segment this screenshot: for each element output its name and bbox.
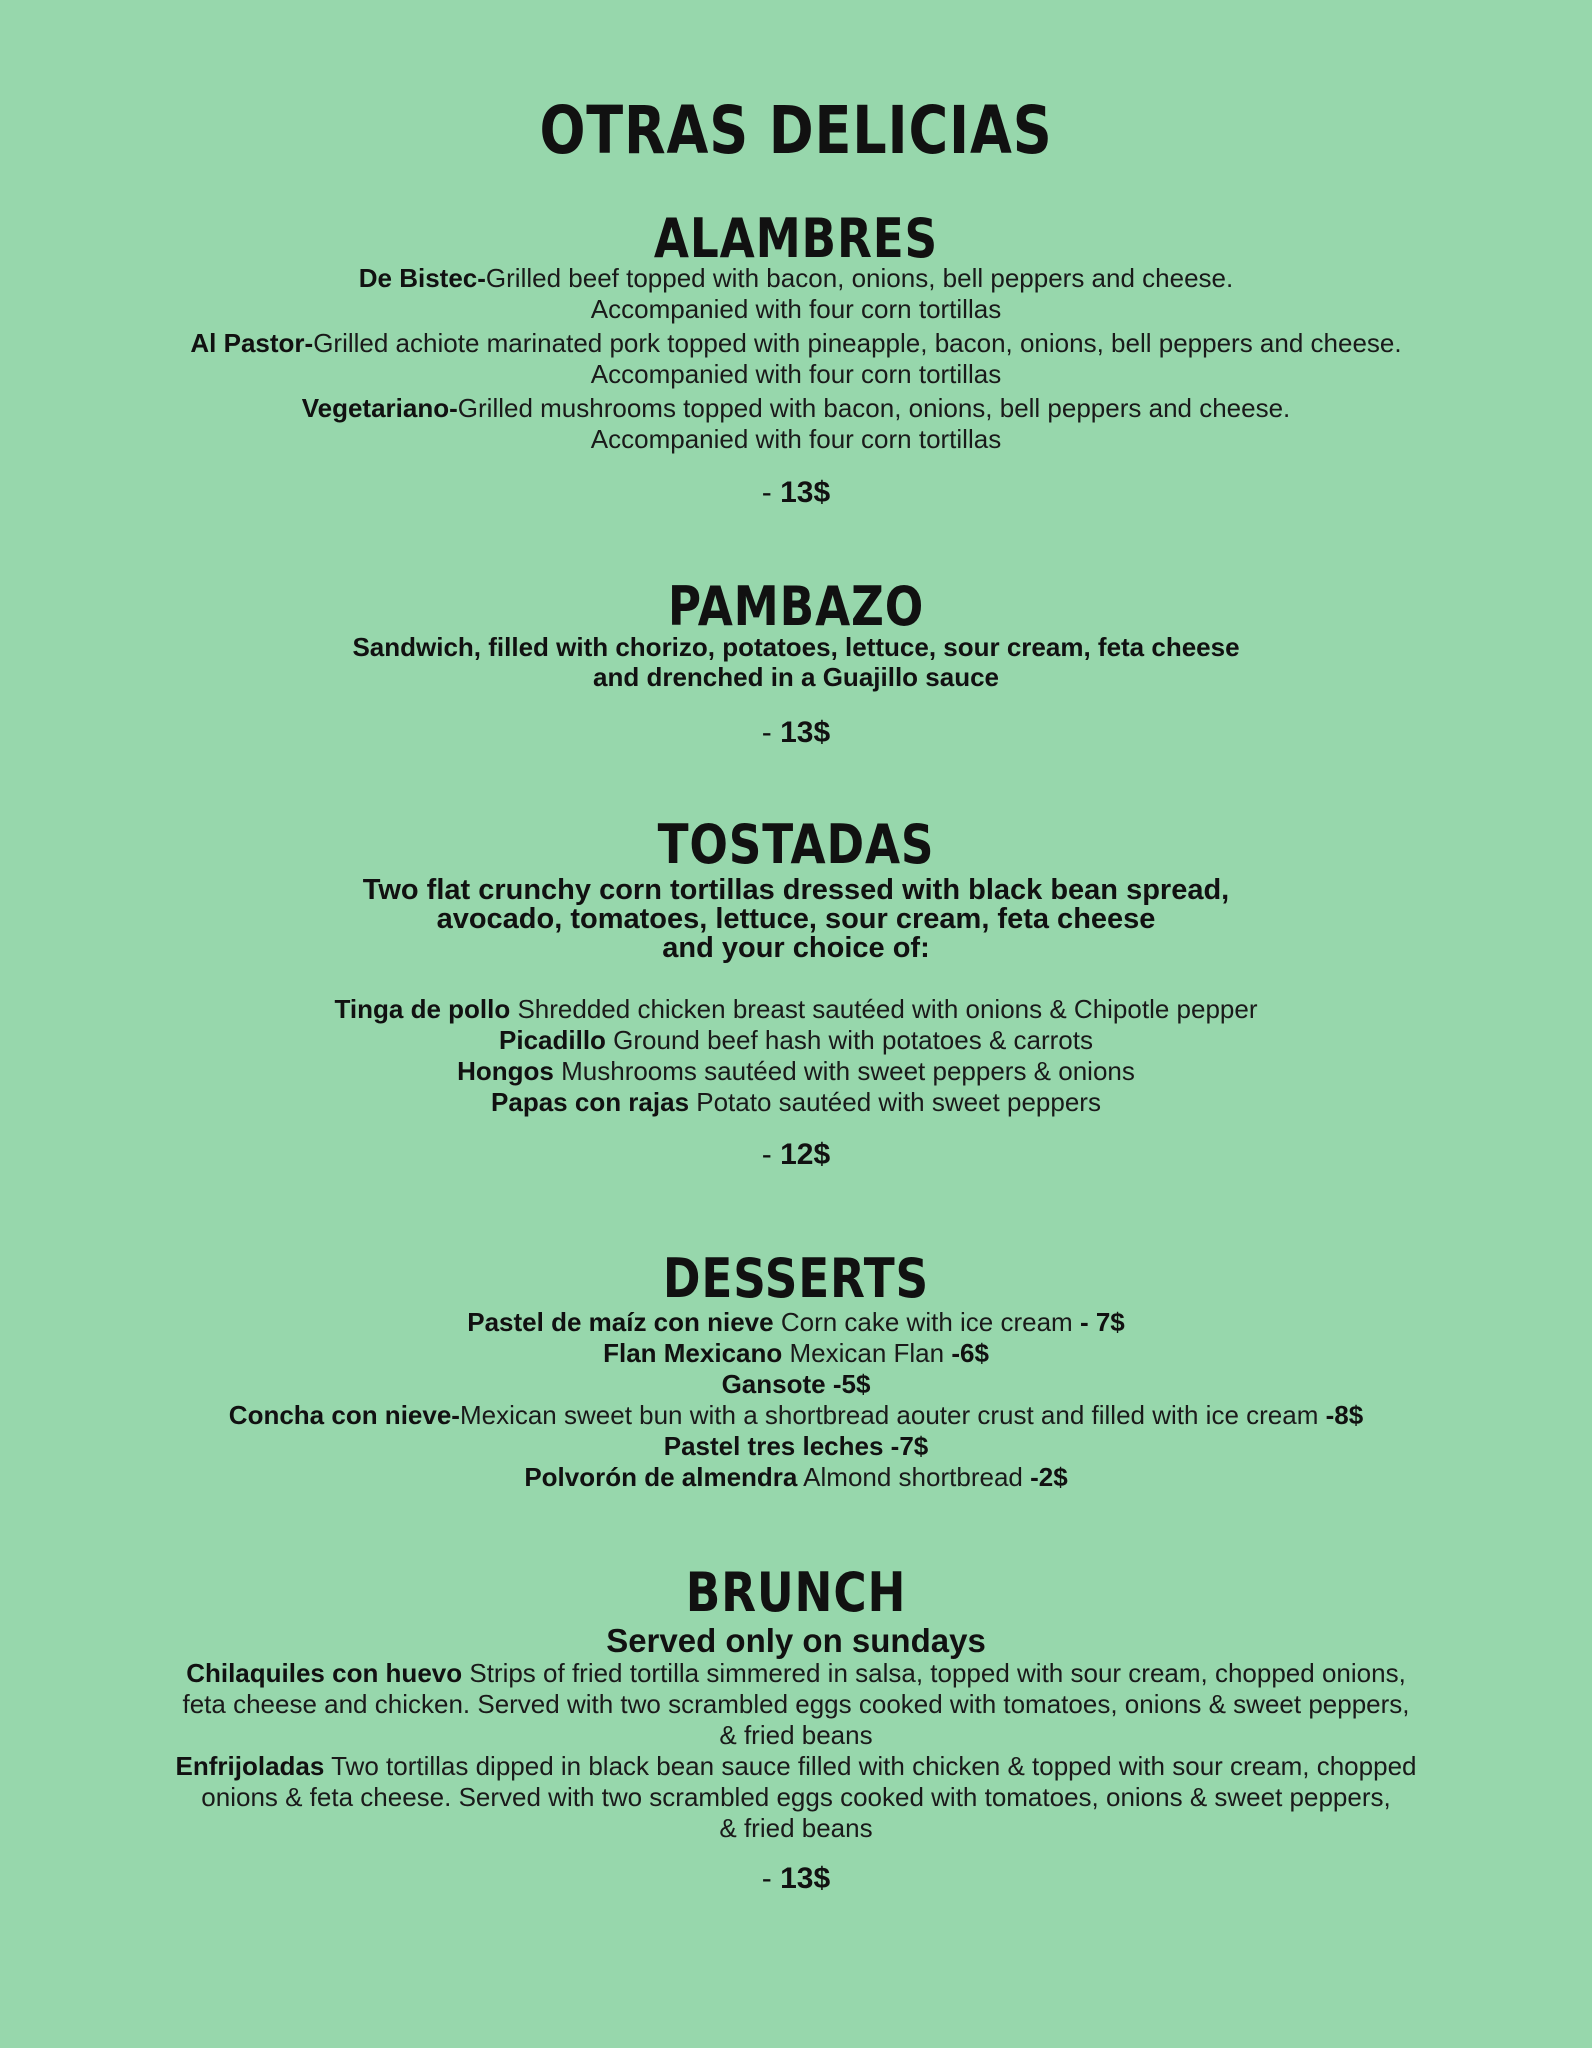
list-item: Chilaquiles con huevo Strips of fried tortilla simmered in salsa, topped with sour cream, chopped onions, bbox=[186, 1658, 1406, 1688]
list-item: Papas con rajas Potato sautéed with sweet peppers bbox=[491, 1087, 1101, 1117]
list-item: Enfrijoladas Two tortillas dipped in black bean sauce filled with chicken & topped with sour cream, chopped bbox=[175, 1751, 1417, 1781]
list-item: Pastel tres leches -7$ bbox=[663, 1431, 929, 1461]
brunch-heading: BRUNCH bbox=[685, 1561, 907, 1624]
item-name: Al Pastor- bbox=[190, 328, 314, 358]
page-title: OTRAS DELICIAS bbox=[539, 92, 1053, 169]
list-item: Concha con nieve-Mexican sweet bun with a shortbread aouter crust and filled with ice cream -8$ bbox=[228, 1400, 1364, 1430]
brunch-items: Chilaquiles con huevo Strips of fried tortilla simmered in salsa, topped with sour cream, chopped onions, feta cheese and chicken. Served with two scrambled eggs cooked with tomatoes, onions & sweet peppers, & fried beans Enfrijoladas Two tortillas dipped in black bean sauce filled with chicken & topped with sour cream, chopped onions & feta cheese. Served with two scrambled eggs cooked with tomatoes, onions & sweet peppers, & fried beans bbox=[0, 1658, 1592, 1844]
item-name: Vegetariano- bbox=[301, 393, 458, 423]
tostadas-price: - 12$ bbox=[761, 1138, 831, 1171]
item-description: Grilled mushrooms topped with bacon, onions, bell peppers and cheese. bbox=[457, 393, 1291, 423]
alambres-item-3 bbox=[0, 393, 1592, 424]
item-name: De Bistec- bbox=[358, 263, 486, 293]
alambres-items bbox=[0, 263, 1592, 455]
desserts-items bbox=[0, 1307, 1592, 1493]
tostadas-choices bbox=[0, 994, 1592, 1118]
tostadas-heading: TOSTADAS bbox=[657, 813, 935, 876]
alambres-price: - 13$ bbox=[761, 476, 831, 509]
item-note: Accompanied with four corn tortillas bbox=[590, 359, 1002, 389]
pambazo-heading: PAMBAZO bbox=[667, 575, 925, 638]
item-description: Grilled achiote marinated pork topped with pineapple, bacon, onions, bell peppers and cheese. bbox=[313, 328, 1402, 358]
alambres-item-2 bbox=[0, 328, 1592, 359]
item-note: Accompanied with four corn tortillas bbox=[590, 424, 1002, 454]
alambres-heading: ALAMBRES bbox=[653, 207, 939, 270]
desserts-heading: DESSERTS bbox=[662, 1247, 930, 1310]
list-item: Polvorón de almendra Almond shortbread -2$ bbox=[524, 1462, 1068, 1492]
pambazo-price: - 13$ bbox=[761, 716, 831, 749]
tostadas-description: Two flat crunchy corn tortillas dressed with black bean spread, avocado, tomatoes, lettuce, sour cream, feta cheese and your choice of: bbox=[362, 874, 1230, 964]
item-description: Grilled beef topped with bacon, onions, bell peppers and cheese. bbox=[485, 263, 1234, 293]
list-item: Hongos Mushrooms sautéed with sweet peppers & onions bbox=[457, 1056, 1135, 1086]
pambazo-description: Sandwich, filled with chorizo, potatoes, lettuce, sour cream, feta cheese and drenched in a Guajillo sauce bbox=[352, 632, 1240, 692]
brunch-subtitle: Served only on sundays bbox=[606, 1622, 986, 1659]
list-item: Tinga de pollo Shredded chicken breast sautéed with onions & Chipotle pepper bbox=[334, 994, 1258, 1024]
list-item: Picadillo Ground beef hash with potatoes & carrots bbox=[499, 1025, 1093, 1055]
list-item: Flan Mexicano Mexican Flan -6$ bbox=[603, 1338, 989, 1368]
list-item: Gansote -5$ bbox=[721, 1369, 871, 1399]
list-item: Pastel de maíz con nieve Corn cake with ice cream - 7$ bbox=[467, 1307, 1125, 1337]
item-note: Accompanied with four corn tortillas bbox=[590, 294, 1002, 324]
alambres-item-1 bbox=[0, 263, 1592, 294]
brunch-price: - 13$ bbox=[761, 1862, 831, 1895]
